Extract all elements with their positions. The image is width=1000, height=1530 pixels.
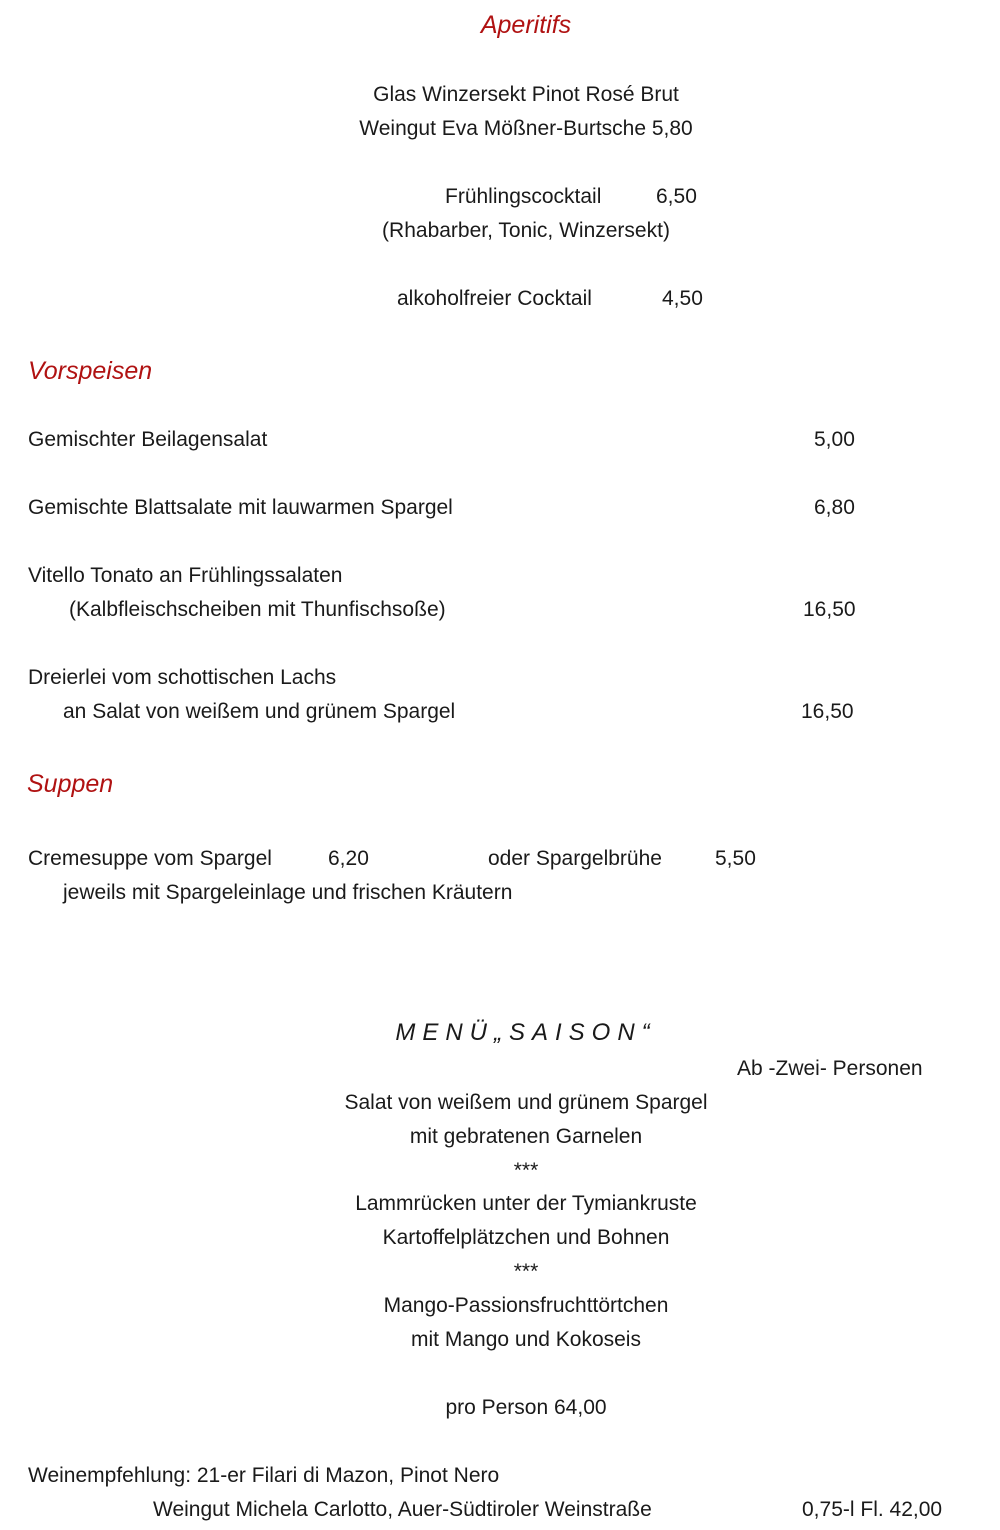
menu-line: Mango-Passionsfruchttörtchen xyxy=(383,1294,669,1317)
vorspeise-name: Vitello Tonato an Frühlingssalaten xyxy=(28,564,343,587)
alkoholfrei-price: 4,50 xyxy=(662,287,703,310)
sekt-line1: Glas Winzersekt Pinot Rosé Brut xyxy=(373,83,679,106)
vorspeise-price: 16,50 xyxy=(801,700,854,723)
menu-separator: *** xyxy=(513,1159,539,1182)
suppen-note: jeweils mit Spargeleinlage und frischen Kräutern xyxy=(63,881,513,904)
vorspeise-name: Gemischte Blattsalate mit lauwarmen Spargel xyxy=(28,496,453,519)
vorspeise-price: 6,80 xyxy=(814,496,855,519)
menu-title: MENÜ„SAISON“ xyxy=(395,1019,657,1046)
bruehe-price: 5,50 xyxy=(715,847,756,870)
vorspeise-name: Dreierlei vom schottischen Lachs xyxy=(28,666,337,689)
menu-line: Salat von weißem und grünem Spargel xyxy=(344,1091,708,1114)
menu-price: pro Person 64,00 xyxy=(445,1396,607,1419)
menu-line: Lammrücken unter der Tymiankruste xyxy=(355,1192,697,1215)
aperitifs-heading: Aperitifs xyxy=(480,11,572,39)
cocktail-price: 6,50 xyxy=(656,185,697,208)
vorspeise-price: 16,50 xyxy=(803,598,856,621)
cremesuppe-name: Cremesuppe vom Spargel xyxy=(28,847,272,870)
menu-persons: Ab -Zwei- Personen xyxy=(737,1057,923,1080)
wine-line1: Weinempfehlung: 21-er Filari di Mazon, Pinot Nero xyxy=(28,1464,500,1487)
alkoholfrei-name: alkoholfreier Cocktail xyxy=(397,287,592,310)
sekt-line2: Weingut Eva Mößner-Burtsche 5,80 xyxy=(359,117,693,140)
vorspeise-price: 5,00 xyxy=(814,428,855,451)
cocktail-name: Frühlingscocktail xyxy=(445,185,602,208)
menu-line: mit gebratenen Garnelen xyxy=(409,1125,643,1148)
vorspeisen-heading: Vorspeisen xyxy=(28,357,153,385)
menu-line: mit Mango und Kokoseis xyxy=(411,1328,641,1351)
cremesuppe-price: 6,20 xyxy=(328,847,369,870)
menu-separator: *** xyxy=(513,1260,539,1283)
vorspeise-name: Gemischter Beilagensalat xyxy=(28,428,268,451)
cocktail-desc: (Rhabarber, Tonic, Winzersekt) xyxy=(382,219,670,242)
wine-price: 0,75-l Fl. 42,00 xyxy=(802,1498,943,1521)
vorspeise-sub: an Salat von weißem und grünem Spargel xyxy=(63,700,456,723)
wine-line2: Weingut Michela Carlotto, Auer-Südtiroler Weinstraße xyxy=(153,1498,652,1521)
vorspeise-sub: (Kalbfleischscheiben mit Thunfischsoße) xyxy=(69,598,446,621)
menu-line: Kartoffelplätzchen und Bohnen xyxy=(382,1226,670,1249)
suppen-heading: Suppen xyxy=(27,770,114,798)
bruehe-name: oder Spargelbrühe xyxy=(488,847,662,870)
